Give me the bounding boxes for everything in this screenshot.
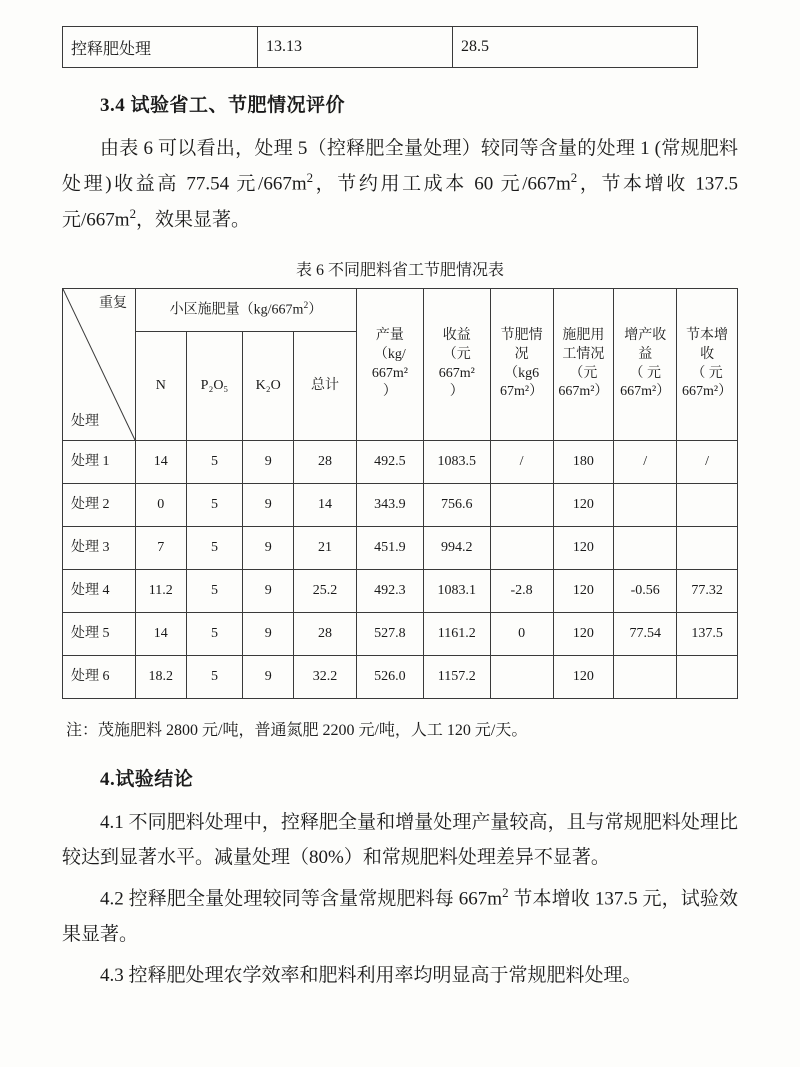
section-34-paragraph: 由表 6 可以看出，处理 5（控释肥全量处理）较同等含量的处理 1 (常规肥料处理)收益高 77.54 元$/667m^2$，节约用工成本 60 元$/667m^2$，节本增收 137.5 元$/667m^2$，效果显著。 bbox=[62, 138, 738, 230]
page-content bbox=[62, 26, 738, 999]
table-row bbox=[63, 484, 738, 527]
table6-cell-yield-gain bbox=[614, 527, 677, 570]
table6-cell-fert-save bbox=[490, 484, 553, 527]
table6-row-label: 处理 2 bbox=[63, 484, 136, 527]
table6-row-label: 处理 1 bbox=[63, 441, 136, 484]
table6-cell-yield-gain bbox=[614, 656, 677, 699]
table6-corner-cell bbox=[63, 289, 136, 441]
table6-header-yield-gain: 增产收 益 （ 元 667m²） bbox=[614, 289, 677, 441]
table6-note: 注：茂施肥料 2800 元/吨，普通氮肥 2200 元/吨，人工 120 元/天。 bbox=[66, 722, 528, 740]
table-row bbox=[63, 27, 698, 68]
table6-cell-n: 14 bbox=[135, 613, 186, 656]
table6-cell-total: 21 bbox=[294, 527, 357, 570]
table6-cell-income: 1157.2 bbox=[423, 656, 490, 699]
table6-cell-income: 756.6 bbox=[423, 484, 490, 527]
table6-cell-fert-save: / bbox=[490, 441, 553, 484]
table6-cell-n: 11.2 bbox=[135, 570, 186, 613]
table6-cell-total: 25.2 bbox=[294, 570, 357, 613]
table6-corner-treatment-label: 处理 bbox=[71, 414, 99, 430]
table6-header-cost-save: 节本增 收 （ 元 667m²） bbox=[677, 289, 738, 441]
table6-header-yield: 产量 （kg/ 667m² ） bbox=[356, 289, 423, 441]
table6-cell-total: 28 bbox=[294, 613, 357, 656]
table6-cell-fert-save: -2.8 bbox=[490, 570, 553, 613]
table6-cell-labor: 120 bbox=[553, 484, 614, 527]
table-row bbox=[63, 441, 738, 484]
table6-cell-cost-save: 77.32 bbox=[677, 570, 738, 613]
table6-cell-n: 18.2 bbox=[135, 656, 186, 699]
table6-cell-yield: 451.9 bbox=[356, 527, 423, 570]
table6-cell-n: 14 bbox=[135, 441, 186, 484]
table6-subheader-k2o: K₂O bbox=[243, 332, 294, 441]
table6-cell-n: 0 bbox=[135, 484, 186, 527]
table6-cell-cost-save bbox=[677, 527, 738, 570]
table6-cell-k: 9 bbox=[243, 484, 294, 527]
table-row bbox=[63, 570, 738, 613]
section-42-paragraph: 4.2 控释肥全量处理较同等含量常规肥料每 $667m^2$ 节本增收 137.5 元，试验效果显著。 bbox=[62, 885, 738, 945]
table6-cell-p: 5 bbox=[186, 656, 243, 699]
table6-cell-p: 5 bbox=[186, 484, 243, 527]
table6-cell-k: 9 bbox=[243, 570, 294, 613]
table6-cell-income: 1083.1 bbox=[423, 570, 490, 613]
table6-header-labor: 施肥用 工情况 （元 667m²） bbox=[553, 289, 614, 441]
table6-cell-k: 9 bbox=[243, 441, 294, 484]
table6-cell-p: 5 bbox=[186, 570, 243, 613]
table6-cell-total: 32.2 bbox=[294, 656, 357, 699]
table6-cell-yield: 492.3 bbox=[356, 570, 423, 613]
table6-caption: 表 6 不同肥料省工节肥情况表 bbox=[295, 262, 504, 280]
table6-subheader-p2o5: P₂O₅ bbox=[186, 332, 243, 441]
table6-cell-labor: 120 bbox=[553, 656, 614, 699]
table6-cell-yield-gain bbox=[614, 484, 677, 527]
table6-cell-cost-save bbox=[677, 484, 738, 527]
table6-cell-cost-save: 137.5 bbox=[677, 613, 738, 656]
partial-table-top bbox=[62, 26, 698, 68]
table6-cell-income: 994.2 bbox=[423, 527, 490, 570]
table6-cell-p: 5 bbox=[186, 527, 243, 570]
table6-cell-fert-save bbox=[490, 527, 553, 570]
table6-corner-repeat-label: 重复 bbox=[98, 296, 127, 312]
table6-cell-yield: 527.8 bbox=[356, 613, 423, 656]
table6-cell-total: 28 bbox=[294, 441, 357, 484]
table6-cell-cost-save bbox=[677, 656, 738, 699]
table6-cell-yield: 343.9 bbox=[356, 484, 423, 527]
table6-cell-yield: 526.0 bbox=[356, 656, 423, 699]
partial-cell-value1: 13.13 bbox=[258, 27, 453, 68]
table6-cell-income: 1161.2 bbox=[423, 613, 490, 656]
section-heading-34: 3.4 试验省工、节肥情况评价 bbox=[100, 95, 346, 116]
table6 bbox=[62, 288, 738, 699]
table6-row-label: 处理 5 bbox=[63, 613, 136, 656]
partial-cell-value2: 28.5 bbox=[453, 27, 698, 68]
table6-row-label: 处理 6 bbox=[63, 656, 136, 699]
table6-cell-yield-gain: 77.54 bbox=[614, 613, 677, 656]
table-row bbox=[63, 527, 738, 570]
table6-cell-fert-save bbox=[490, 656, 553, 699]
table6-subheader-n: N bbox=[135, 332, 186, 441]
table6-cell-cost-save: / bbox=[677, 441, 738, 484]
table6-cell-total: 14 bbox=[294, 484, 357, 527]
table6-cell-k: 9 bbox=[243, 613, 294, 656]
table6-cell-p: 5 bbox=[186, 613, 243, 656]
section-41-paragraph: 4.1 不同肥料处理中，控释肥全量和增量处理产量较高，且与常规肥料处理比较达到显著水平。减量处理（80%）和常规肥料处理差异不显著。 bbox=[62, 812, 738, 869]
table6-cell-k: 9 bbox=[243, 656, 294, 699]
table-row bbox=[63, 613, 738, 656]
table6-cell-yield-gain: / bbox=[614, 441, 677, 484]
section-43-paragraph: 4.3 控释肥处理农学效率和肥料利用率均明显高于常规肥料处理。 bbox=[100, 964, 642, 986]
table6-header-income: 收益 （元 667m² ） bbox=[423, 289, 490, 441]
table6-cell-p: 5 bbox=[186, 441, 243, 484]
table6-group-header: 小区施肥量$(kg/667m^2)$ bbox=[135, 289, 356, 332]
table6-row-label: 处理 3 bbox=[63, 527, 136, 570]
table6-cell-k: 9 bbox=[243, 527, 294, 570]
table6-cell-yield-gain: -0.56 bbox=[614, 570, 677, 613]
section-heading-4: 4.试验结论 bbox=[100, 769, 194, 791]
table6-cell-income: 1083.5 bbox=[423, 441, 490, 484]
table6-header-row-1 bbox=[63, 289, 738, 332]
table6-subheader-total: 总计 bbox=[294, 332, 357, 441]
table6-row-label: 处理 4 bbox=[63, 570, 136, 613]
table6-header-fert-save: 节肥情 况 （kg6 67m²） bbox=[490, 289, 553, 441]
table6-cell-yield: 492.5 bbox=[356, 441, 423, 484]
partial-cell-label: 控释肥处理 bbox=[63, 27, 258, 68]
table6-cell-labor: 120 bbox=[553, 613, 614, 656]
table6-cell-labor: 120 bbox=[553, 570, 614, 613]
table6-cell-labor: 120 bbox=[553, 527, 614, 570]
table6-cell-n: 7 bbox=[135, 527, 186, 570]
table6-cell-fert-save: 0 bbox=[490, 613, 553, 656]
table-row bbox=[63, 656, 738, 699]
table6-cell-labor: 180 bbox=[553, 441, 614, 484]
